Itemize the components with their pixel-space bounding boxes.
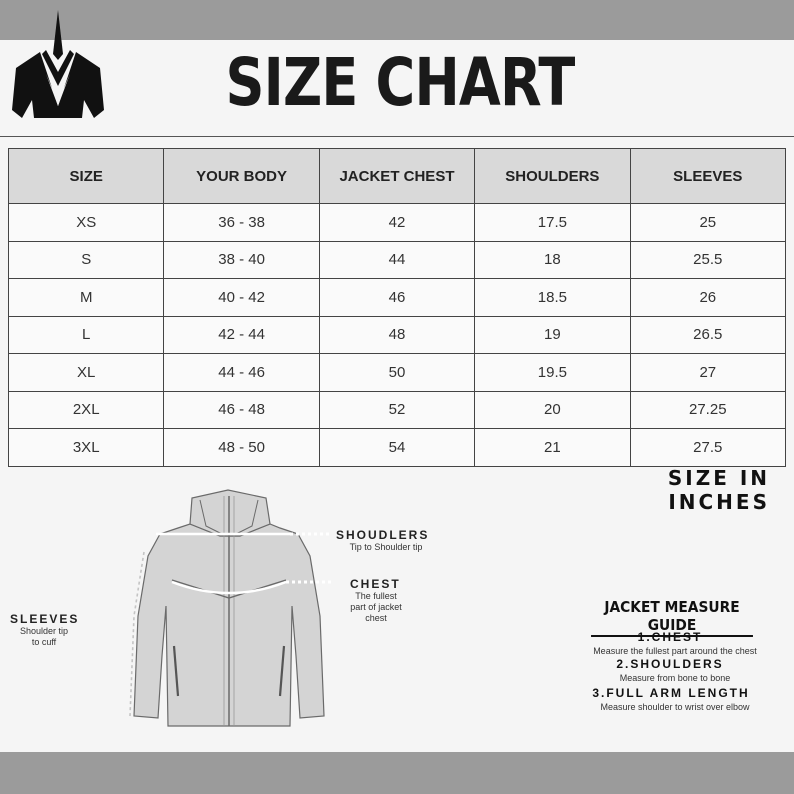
table-row xyxy=(9,204,786,242)
table-cell: 18 xyxy=(475,241,630,279)
table-cell: 42 - 44 xyxy=(164,316,319,354)
table-cell: 46 xyxy=(319,279,474,317)
column-header: SIZE xyxy=(9,149,164,204)
chest-label: CHEST xyxy=(350,577,401,591)
guide-item-label: 3.FULL ARM LENGTH xyxy=(592,686,750,700)
table-cell: 27.5 xyxy=(630,429,785,467)
table-cell: 54 xyxy=(319,429,474,467)
table-row xyxy=(9,279,786,317)
table-cell: 21 xyxy=(475,429,630,467)
table-cell: 2XL xyxy=(9,391,164,429)
table-cell: 50 xyxy=(319,354,474,392)
column-header: SLEEVES xyxy=(630,149,785,204)
table-cell: 26.5 xyxy=(630,316,785,354)
size-table xyxy=(8,148,786,467)
guide-item-label: 1.CHEST xyxy=(637,630,703,644)
table-cell: 17.5 xyxy=(475,204,630,242)
table-cell: 27 xyxy=(630,354,785,392)
table-cell: XS xyxy=(9,204,164,242)
table-cell: 38 - 40 xyxy=(164,241,319,279)
table-cell: 19.5 xyxy=(475,354,630,392)
page-title: SIZE CHART xyxy=(225,44,575,121)
table-cell: 48 - 50 xyxy=(164,429,319,467)
table-cell: 36 - 38 xyxy=(164,204,319,242)
chest-desc-1: The fullest xyxy=(355,591,397,601)
top-band xyxy=(0,0,794,40)
table-cell: 44 - 46 xyxy=(164,354,319,392)
table-row xyxy=(9,429,786,467)
table-cell: 19 xyxy=(475,316,630,354)
guide-title: JACKET MEASURE GUIDE xyxy=(591,598,753,637)
guide-item-desc: Measure from bone to bone xyxy=(619,673,731,683)
table-cell: 25.5 xyxy=(630,241,785,279)
unit-note: SIZE IN INCHES xyxy=(667,466,770,514)
table-cell: 18.5 xyxy=(475,279,630,317)
table-row xyxy=(9,316,786,354)
table-cell: 52 xyxy=(319,391,474,429)
sleeves-label: SLEEVES xyxy=(10,612,80,626)
table-cell: 44 xyxy=(319,241,474,279)
jacket-illustration xyxy=(120,486,340,736)
guide-item-desc: Measure shoulder to wrist over elbow xyxy=(600,702,750,712)
jacket-spike-logo-icon xyxy=(12,10,104,122)
column-header: SHOULDERS xyxy=(475,149,630,204)
table-cell: 27.25 xyxy=(630,391,785,429)
column-header: JACKET CHEST xyxy=(319,149,474,204)
column-header: YOUR BODY xyxy=(164,149,319,204)
shoulders-desc: Tip to Shoulder tip xyxy=(349,542,423,552)
table-cell: 20 xyxy=(475,391,630,429)
table-cell: S xyxy=(9,241,164,279)
shoulders-label: SHOUDLERS xyxy=(336,528,430,542)
guide-item-desc: Measure the fullest part around the chest xyxy=(593,646,757,656)
table-cell: 25 xyxy=(630,204,785,242)
table-header-row xyxy=(9,149,786,204)
title-divider xyxy=(0,136,794,137)
sleeves-desc-2: to cuff xyxy=(31,637,57,647)
table-cell: 42 xyxy=(319,204,474,242)
table-cell: L xyxy=(9,316,164,354)
chest-desc-2: part of jacket xyxy=(350,602,402,612)
table-cell: 3XL xyxy=(9,429,164,467)
table-cell: M xyxy=(9,279,164,317)
sleeves-desc-1: Shoulder tip xyxy=(19,626,69,636)
table-row xyxy=(9,241,786,279)
table-cell: 48 xyxy=(319,316,474,354)
table-cell: 26 xyxy=(630,279,785,317)
guide-item-label: 2.SHOULDERS xyxy=(616,657,724,671)
chest-desc-3: chest xyxy=(365,613,387,623)
table-cell: XL xyxy=(9,354,164,392)
table-row xyxy=(9,391,786,429)
table-cell: 40 - 42 xyxy=(164,279,319,317)
table-row xyxy=(9,354,786,392)
bottom-band xyxy=(0,752,794,794)
table-cell: 46 - 48 xyxy=(164,391,319,429)
